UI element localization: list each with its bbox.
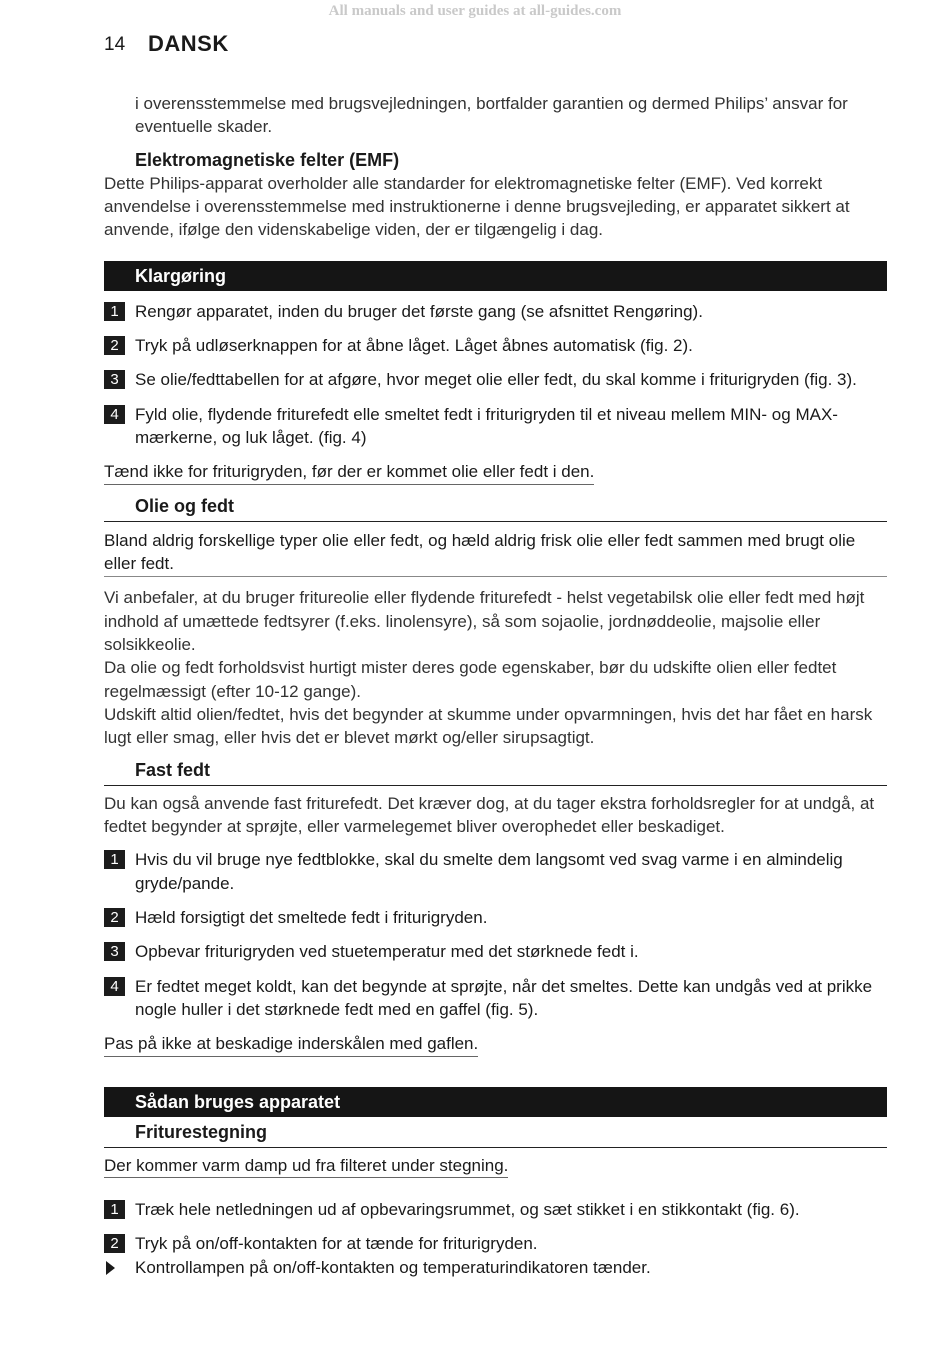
section-bar-klargoring: Klargøring bbox=[104, 261, 887, 291]
step-number: 1 bbox=[104, 850, 125, 869]
warning-text: Der kommer varm damp ud fra filteret under stegning. bbox=[104, 1154, 508, 1178]
step-text: Opbevar friturigryden ved stuetemperatur med det størknede fedt i. bbox=[135, 942, 639, 962]
friturestegning-heading: Friturestegning bbox=[104, 1121, 887, 1148]
step-text: Hæld forsigtigt det smeltede fedt i friturigryden. bbox=[135, 908, 488, 928]
klargoring-step-1 bbox=[104, 300, 887, 323]
step-text: Hvis du vil bruge nye fedtblokke, skal du smelte dem langsomt ved svag varme i en almindelig gryde/pande. bbox=[135, 850, 843, 893]
page-number: 14 bbox=[104, 34, 126, 55]
section-bar-brug: Sådan bruges apparatet bbox=[104, 1087, 887, 1117]
warning-row bbox=[104, 1032, 887, 1056]
step-text: Er fedtet meget koldt, kan det begynde at sprøjte, når det smeltes. Dette kan undgås ved at prikke nogle huller i det størknede fedt med en gaffel (fig. 5). bbox=[135, 976, 873, 1019]
fast-fedt-heading: Fast fedt bbox=[104, 759, 887, 786]
brug-step-1 bbox=[104, 1198, 887, 1221]
fast-fedt-intro: Du kan også anvende fast friturefedt. Det kræver dog, at du tager ekstra forholdsregler for at undgå, at fedtet begynder at sprøjte, eller varmelegemet bliver overophedet eller beskadiget. bbox=[104, 793, 875, 837]
step-number: 2 bbox=[104, 1234, 125, 1253]
warning-row bbox=[104, 460, 887, 484]
olie-warning: Bland aldrig forskellige typer olie eller fedt, og hæld aldrig frisk olie eller fedt sammen med brugt olie eller fedt. bbox=[104, 529, 887, 578]
klargoring-step-2 bbox=[104, 334, 887, 357]
step-number: 1 bbox=[104, 1200, 125, 1219]
result-text: Kontrollampen på on/off-kontakten og temperaturindikatoren tænder. bbox=[135, 1257, 651, 1277]
step-text: Rengør apparatet, inden du bruger det første gang (se afsnittet Rengøring). bbox=[135, 301, 703, 321]
olie-paragraph-2: Da olie og fedt forholdsvist hurtigt mister deres gode egenskaber, bør du udskifte olien eller fedtet regelmæssigt (efter 10-12 gange). bbox=[104, 658, 837, 701]
result-arrow-icon bbox=[106, 1261, 115, 1275]
step-number: 1 bbox=[104, 302, 125, 321]
emf-paragraph: Dette Philips-apparat overholder alle standarder for elektromagnetiske felter (EMF). Ved korrekt anvendelse i overensstemmelse med instruktionerne i denne brugsvejleding, er apparatet sikkert at anvende, ifølge den videnskabelige viden, der er tilgængelig i dag. bbox=[104, 173, 850, 240]
olie-heading: Olie og fedt bbox=[104, 495, 887, 522]
step-text: Tryk på on/off-kontakten for at tænde for friturigryden. bbox=[135, 1234, 538, 1254]
step-text: Træk hele netledningen ud af opbevaringsrummet, og sæt stikket i en stikkontakt (fig. 6). bbox=[135, 1200, 800, 1220]
emf-heading: Elektromagnetiske felter (EMF) bbox=[135, 149, 400, 170]
step-number: 2 bbox=[104, 908, 125, 927]
step-number: 4 bbox=[104, 405, 125, 424]
fast-fedt-step-4 bbox=[104, 975, 887, 1022]
fast-fedt-step-1 bbox=[104, 848, 887, 895]
step-text: Se olie/fedttabellen for at afgøre, hvor meget olie eller fedt, du skal komme i friturigryden (fig. 3). bbox=[135, 370, 857, 390]
step-number: 3 bbox=[104, 942, 125, 961]
fast-fedt-step-2 bbox=[104, 906, 887, 929]
warning-text: Pas på ikke at beskadige inderskålen med gaflen. bbox=[104, 1032, 478, 1056]
step-number: 2 bbox=[104, 336, 125, 355]
fast-fedt-step-3 bbox=[104, 940, 887, 963]
klargoring-step-3 bbox=[104, 368, 887, 391]
warning-row bbox=[104, 1154, 887, 1178]
klargoring-step-4 bbox=[104, 403, 887, 450]
brug-step-2 bbox=[104, 1232, 887, 1255]
intro-continuation: i overensstemmelse med brugsvejledningen, bortfalder garantien og dermed Philips’ ansvar for eventuelle skader. bbox=[135, 94, 848, 137]
step-number: 3 bbox=[104, 370, 125, 389]
step-text: Tryk på udløserknappen for at åbne låget. Låget åbnes automatisk (fig. 2). bbox=[135, 336, 693, 356]
step-text: Fyld olie, flydende friturefedt elle smeltet fedt i friturigryden til et niveau mellem MIN- og MAX-mærkerne, og luk låget. (fig. 4) bbox=[135, 404, 838, 447]
olie-paragraph-1: Vi anbefaler, at du bruger fritureolie eller flydende friturefedt - helst vegetabilsk olie eller fedt med højt indhold af umættede fedtsyrer (f.eks. linolensyre), så som sojaolie, jordnøddeolie, majsolie eller solsikkeolie. bbox=[104, 588, 865, 655]
watermark: All manuals and user guides at all-guides.com bbox=[328, 3, 622, 19]
language-heading: DANSK bbox=[148, 31, 229, 56]
page-content bbox=[104, 92, 887, 1279]
olie-paragraph-3: Udskift altid olien/fedtet, hvis det begynder at skumme under opvarmningen, hvis det har fået en harsk lugt eller smag, eller hvis det er blevet mørkt og/eller sirupsagtigt. bbox=[104, 704, 873, 748]
brug-result bbox=[104, 1256, 887, 1279]
warning-text: Tænd ikke for friturigryden, før der er kommet olie eller fedt i den. bbox=[104, 460, 594, 484]
step-number: 4 bbox=[104, 977, 125, 996]
